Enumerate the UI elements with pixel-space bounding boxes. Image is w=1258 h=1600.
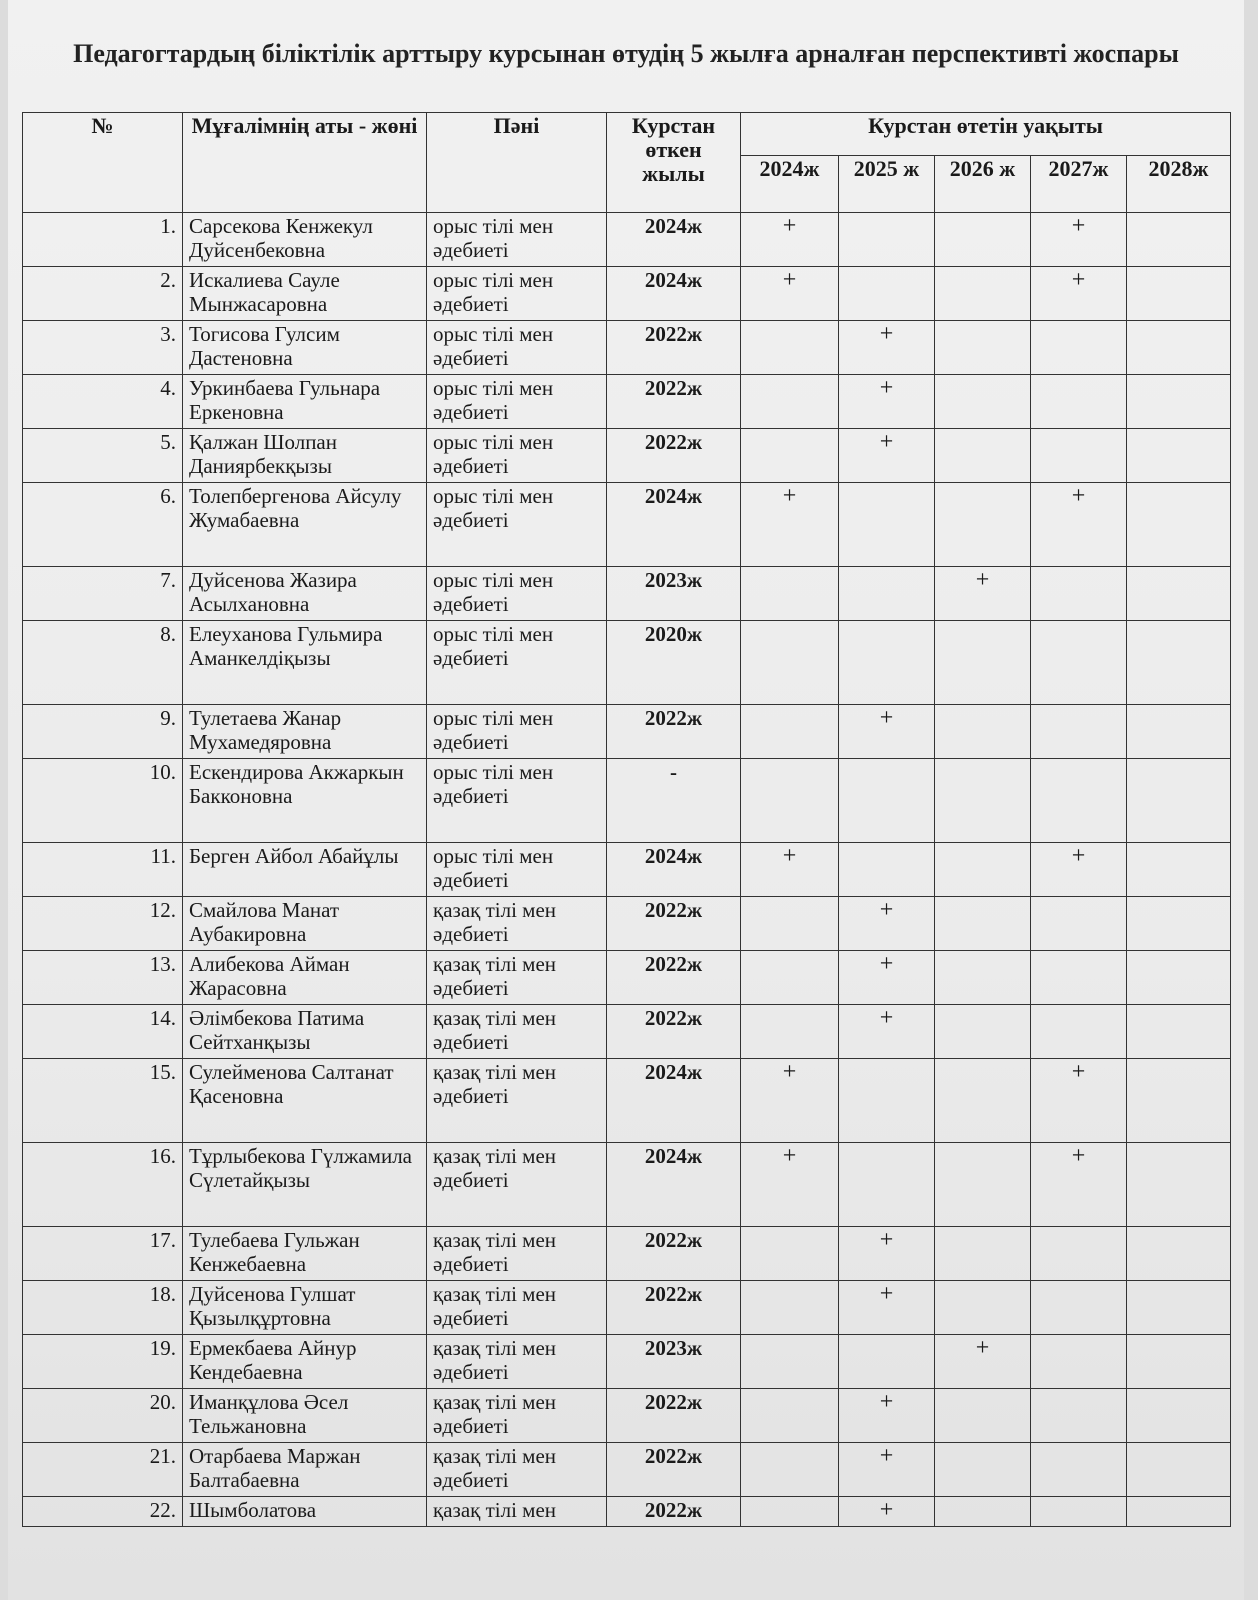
schedule-mark-cell	[935, 267, 1031, 321]
schedule-mark-cell: +	[839, 705, 935, 759]
schedule-mark-cell	[935, 621, 1031, 705]
subject-cell: орыс тілі мен әдебиеті	[427, 705, 607, 759]
schedule-mark-cell	[1031, 705, 1127, 759]
schedule-mark-cell	[1127, 1497, 1231, 1527]
schedule-mark-cell: +	[839, 321, 935, 375]
table-row	[23, 321, 1231, 375]
schedule-mark-cell	[935, 1227, 1031, 1281]
schedule-mark-cell: +	[1031, 1059, 1127, 1143]
row-number: 3.	[23, 321, 183, 375]
schedule-mark-cell	[839, 267, 935, 321]
table-row	[23, 1059, 1231, 1143]
schedule-mark-cell	[741, 1443, 839, 1497]
row-number: 2.	[23, 267, 183, 321]
teacher-name: Отарбаева Маржан Балтабаевна	[183, 1443, 427, 1497]
subject-cell: қазақ тілі мен әдебиеті	[427, 897, 607, 951]
header-year-2028: 2028ж	[1127, 156, 1231, 213]
schedule-mark-cell	[741, 621, 839, 705]
schedule-mark-cell	[1031, 321, 1127, 375]
completed-year-cell: 2022ж	[607, 1443, 741, 1497]
schedule-mark-cell	[1127, 897, 1231, 951]
table-row	[23, 621, 1231, 705]
completed-year-cell: 2022ж	[607, 1281, 741, 1335]
schedule-mark-cell: +	[839, 1005, 935, 1059]
schedule-mark-cell: +	[839, 1281, 935, 1335]
table-row	[23, 567, 1231, 621]
teacher-name: Дуйсенова Гулшат Қызылқұртовна	[183, 1281, 427, 1335]
header-year-2024: 2024ж	[741, 156, 839, 213]
teacher-name: Сарсекова Кенжекул Дуйсенбековна	[183, 213, 427, 267]
table-row	[23, 897, 1231, 951]
schedule-mark-cell	[1127, 321, 1231, 375]
table-row	[23, 951, 1231, 1005]
schedule-mark-cell: +	[1031, 213, 1127, 267]
teacher-name: Берген Айбол Абайұлы	[183, 843, 427, 897]
schedule-mark-cell	[1031, 897, 1127, 951]
schedule-mark-cell	[741, 429, 839, 483]
schedule-mark-cell	[839, 483, 935, 567]
schedule-mark-cell	[741, 759, 839, 843]
schedule-mark-cell	[741, 951, 839, 1005]
schedule-mark-cell: +	[935, 1335, 1031, 1389]
schedule-mark-cell: +	[741, 483, 839, 567]
subject-cell: орыс тілі мен әдебиеті	[427, 621, 607, 705]
completed-year-cell: 2020ж	[607, 621, 741, 705]
schedule-mark-cell: +	[1031, 843, 1127, 897]
schedule-mark-cell	[935, 1389, 1031, 1443]
schedule-mark-cell	[839, 1059, 935, 1143]
subject-cell: қазақ тілі мен әдебиеті	[427, 1227, 607, 1281]
schedule-mark-cell: +	[741, 267, 839, 321]
completed-year-cell: 2022ж	[607, 429, 741, 483]
table-row	[23, 267, 1231, 321]
completed-year-cell: 2022ж	[607, 375, 741, 429]
row-number: 13.	[23, 951, 183, 1005]
schedule-mark-cell	[741, 321, 839, 375]
schedule-mark-cell	[935, 759, 1031, 843]
schedule-mark-cell	[1127, 843, 1231, 897]
completed-year-cell: 2022ж	[607, 1005, 741, 1059]
schedule-mark-cell: +	[1031, 483, 1127, 567]
schedule-mark-cell	[741, 1497, 839, 1527]
table-row	[23, 429, 1231, 483]
teacher-name: Искалиева Сауле Мынжасаровна	[183, 267, 427, 321]
schedule-mark-cell	[1127, 267, 1231, 321]
schedule-mark-cell: +	[839, 897, 935, 951]
schedule-mark-cell	[935, 1143, 1031, 1227]
schedule-mark-cell	[1031, 1227, 1127, 1281]
schedule-mark-cell	[1127, 1143, 1231, 1227]
schedule-mark-cell	[1127, 1389, 1231, 1443]
row-number: 8.	[23, 621, 183, 705]
table-row	[23, 1335, 1231, 1389]
schedule-mark-cell	[935, 843, 1031, 897]
completed-year-cell: 2023ж	[607, 567, 741, 621]
schedule-mark-cell	[741, 375, 839, 429]
schedule-mark-cell	[1127, 213, 1231, 267]
table-row	[23, 843, 1231, 897]
completed-year-cell: 2022ж	[607, 897, 741, 951]
row-number: 11.	[23, 843, 183, 897]
schedule-mark-cell: +	[839, 1227, 935, 1281]
table-row	[23, 1281, 1231, 1335]
teacher-name: Шымболатова	[183, 1497, 427, 1527]
schedule-mark-cell	[1031, 1281, 1127, 1335]
schedule-mark-cell	[839, 843, 935, 897]
table-row	[23, 705, 1231, 759]
schedule-mark-cell	[839, 1143, 935, 1227]
schedule-mark-cell	[1031, 1443, 1127, 1497]
schedule-mark-cell	[935, 483, 1031, 567]
schedule-mark-cell	[1127, 759, 1231, 843]
schedule-mark-cell	[1127, 1005, 1231, 1059]
subject-cell: орыс тілі мен әдебиеті	[427, 213, 607, 267]
schedule-mark-cell: +	[741, 1143, 839, 1227]
schedule-mark-cell	[839, 1335, 935, 1389]
completed-year-cell: 2024ж	[607, 483, 741, 567]
teacher-name: Смайлова Манат Аубакировна	[183, 897, 427, 951]
schedule-mark-cell	[839, 621, 935, 705]
table-row	[23, 1389, 1231, 1443]
row-number: 5.	[23, 429, 183, 483]
subject-cell: орыс тілі мен әдебиеті	[427, 267, 607, 321]
schedule-mark-cell	[935, 1497, 1031, 1527]
schedule-mark-cell: +	[935, 567, 1031, 621]
schedule-mark-cell: +	[1031, 267, 1127, 321]
completed-year-cell: 2024ж	[607, 213, 741, 267]
schedule-mark-cell	[741, 1335, 839, 1389]
schedule-mark-cell	[935, 951, 1031, 1005]
training-plan-table	[22, 112, 1231, 1527]
subject-cell: орыс тілі мен әдебиеті	[427, 759, 607, 843]
schedule-mark-cell: +	[839, 1389, 935, 1443]
schedule-mark-cell	[1031, 1389, 1127, 1443]
table-row	[23, 759, 1231, 843]
subject-cell: орыс тілі мен әдебиеті	[427, 321, 607, 375]
schedule-mark-cell	[741, 705, 839, 759]
row-number: 18.	[23, 1281, 183, 1335]
subject-cell: қазақ тілі мен әдебиеті	[427, 1143, 607, 1227]
subject-cell: орыс тілі мен әдебиеті	[427, 429, 607, 483]
subject-cell: қазақ тілі мен әдебиеті	[427, 1389, 607, 1443]
teacher-name: Ермекбаева Айнур Кендебаевна	[183, 1335, 427, 1389]
schedule-mark-cell: +	[741, 843, 839, 897]
schedule-mark-cell	[935, 429, 1031, 483]
schedule-mark-cell	[1031, 759, 1127, 843]
table-row	[23, 483, 1231, 567]
completed-year-cell: 2024ж	[607, 267, 741, 321]
table-row	[23, 1443, 1231, 1497]
row-number: 19.	[23, 1335, 183, 1389]
row-number: 16.	[23, 1143, 183, 1227]
schedule-mark-cell	[1127, 621, 1231, 705]
schedule-mark-cell	[1031, 429, 1127, 483]
row-number: 15.	[23, 1059, 183, 1143]
schedule-mark-cell	[1127, 375, 1231, 429]
header-year-2025: 2025 ж	[839, 156, 935, 213]
schedule-mark-cell	[1127, 483, 1231, 567]
row-number: 7.	[23, 567, 183, 621]
header-num: №	[23, 113, 183, 213]
schedule-mark-cell	[1031, 1497, 1127, 1527]
table-row	[23, 1143, 1231, 1227]
header-completed-year: Курстан өткен жылы	[607, 113, 741, 213]
completed-year-cell: 2022ж	[607, 1497, 741, 1527]
row-number: 1.	[23, 213, 183, 267]
header-subject: Пәні	[427, 113, 607, 213]
teacher-name: Ескендирова Акжаркын Бакконовна	[183, 759, 427, 843]
row-number: 9.	[23, 705, 183, 759]
schedule-mark-cell	[1031, 1335, 1127, 1389]
subject-cell: қазақ тілі мен	[427, 1497, 607, 1527]
schedule-mark-cell	[935, 1443, 1031, 1497]
schedule-mark-cell	[935, 1059, 1031, 1143]
schedule-mark-cell	[741, 1227, 839, 1281]
subject-cell: қазақ тілі мен әдебиеті	[427, 1059, 607, 1143]
completed-year-cell: 2022ж	[607, 1389, 741, 1443]
row-number: 12.	[23, 897, 183, 951]
row-number: 20.	[23, 1389, 183, 1443]
subject-cell: қазақ тілі мен әдебиеті	[427, 1281, 607, 1335]
schedule-mark-cell	[935, 1005, 1031, 1059]
teacher-name: Уркинбаева Гульнара Еркеновна	[183, 375, 427, 429]
teacher-name: Алибекова Айман Жарасовна	[183, 951, 427, 1005]
completed-year-cell: 2022ж	[607, 705, 741, 759]
row-number: 14.	[23, 1005, 183, 1059]
subject-cell: орыс тілі мен әдебиеті	[427, 843, 607, 897]
teacher-name: Әлімбекова Патима Сейтханқызы	[183, 1005, 427, 1059]
completed-year-cell: 2022ж	[607, 1227, 741, 1281]
completed-year-cell: 2024ж	[607, 843, 741, 897]
table-row	[23, 213, 1231, 267]
schedule-mark-cell	[1127, 567, 1231, 621]
schedule-mark-cell	[935, 897, 1031, 951]
subject-cell: орыс тілі мен әдебиеті	[427, 375, 607, 429]
schedule-mark-cell: +	[839, 1443, 935, 1497]
schedule-mark-cell: +	[1031, 1143, 1127, 1227]
row-number: 21.	[23, 1443, 183, 1497]
schedule-mark-cell	[741, 1005, 839, 1059]
schedule-mark-cell	[935, 1281, 1031, 1335]
subject-cell: қазақ тілі мен әдебиеті	[427, 1443, 607, 1497]
teacher-name: Сулейменова Салтанат Қасеновна	[183, 1059, 427, 1143]
teacher-name: Елеуханова Гульмира Аманкелдіқызы	[183, 621, 427, 705]
subject-cell: қазақ тілі мен әдебиеті	[427, 1005, 607, 1059]
teacher-name: Дуйсенова Жазира Асылхановна	[183, 567, 427, 621]
subject-cell: орыс тілі мен әдебиеті	[427, 567, 607, 621]
schedule-mark-cell	[1031, 1005, 1127, 1059]
row-number: 10.	[23, 759, 183, 843]
table-row	[23, 1227, 1231, 1281]
schedule-mark-cell	[1031, 621, 1127, 705]
completed-year-cell: -	[607, 759, 741, 843]
schedule-mark-cell	[1127, 1443, 1231, 1497]
completed-year-cell: 2023ж	[607, 1335, 741, 1389]
row-number: 4.	[23, 375, 183, 429]
schedule-mark-cell	[1127, 1335, 1231, 1389]
schedule-mark-cell	[741, 1281, 839, 1335]
schedule-mark-cell	[1031, 567, 1127, 621]
table-body	[23, 213, 1231, 1527]
teacher-name: Иманқұлова Әсел Тельжановна	[183, 1389, 427, 1443]
schedule-mark-cell	[935, 213, 1031, 267]
document-page	[8, 0, 1244, 1600]
schedule-mark-cell: +	[839, 429, 935, 483]
row-number: 6.	[23, 483, 183, 567]
schedule-mark-cell	[1127, 1227, 1231, 1281]
header-year-2026: 2026 ж	[935, 156, 1031, 213]
schedule-mark-cell	[839, 213, 935, 267]
subject-cell: қазақ тілі мен әдебиеті	[427, 1335, 607, 1389]
schedule-mark-cell	[1127, 705, 1231, 759]
schedule-mark-cell	[935, 375, 1031, 429]
row-number: 17.	[23, 1227, 183, 1281]
schedule-mark-cell	[935, 705, 1031, 759]
table-row	[23, 1005, 1231, 1059]
document-title: Педагогтардың біліктілік арттыру курсынан өтудің 5 жылға арналған перспективті жоспары	[73, 39, 1179, 68]
schedule-mark-cell: +	[839, 1497, 935, 1527]
completed-year-cell: 2024ж	[607, 1143, 741, 1227]
completed-year-cell: 2024ж	[607, 1059, 741, 1143]
header-year-2027: 2027ж	[1031, 156, 1127, 213]
table-row	[23, 1497, 1231, 1527]
schedule-mark-cell	[1127, 429, 1231, 483]
schedule-mark-cell	[935, 321, 1031, 375]
schedule-mark-cell	[741, 1389, 839, 1443]
teacher-name: Қалжан Шолпан Даниярбекқызы	[183, 429, 427, 483]
schedule-mark-cell	[839, 567, 935, 621]
schedule-mark-cell: +	[741, 1059, 839, 1143]
teacher-name: Тулебаева Гульжан Кенжебаевна	[183, 1227, 427, 1281]
schedule-mark-cell	[741, 897, 839, 951]
schedule-mark-cell	[741, 567, 839, 621]
schedule-mark-cell	[1031, 951, 1127, 1005]
completed-year-cell: 2022ж	[607, 951, 741, 1005]
schedule-mark-cell: +	[839, 951, 935, 1005]
teacher-name: Тулетаева Жанар Мухамедяровна	[183, 705, 427, 759]
schedule-mark-cell	[1127, 1281, 1231, 1335]
teacher-name: Тогисова Гулсим Дастеновна	[183, 321, 427, 375]
schedule-mark-cell: +	[741, 213, 839, 267]
schedule-mark-cell	[1127, 951, 1231, 1005]
subject-cell: қазақ тілі мен әдебиеті	[427, 951, 607, 1005]
header-schedule: Курстан өтетін уақыты	[741, 113, 1231, 156]
table-row	[23, 375, 1231, 429]
subject-cell: орыс тілі мен әдебиеті	[427, 483, 607, 567]
teacher-name: Толепбергенова Айсулу Жумабаевна	[183, 483, 427, 567]
teacher-name: Тұрлыбекова Гүлжамила Сүлетайқызы	[183, 1143, 427, 1227]
schedule-mark-cell	[839, 759, 935, 843]
schedule-mark-cell: +	[839, 375, 935, 429]
schedule-mark-cell	[1031, 375, 1127, 429]
completed-year-cell: 2022ж	[607, 321, 741, 375]
row-number: 22.	[23, 1497, 183, 1527]
header-name: Мұғалімнің аты - жөні	[183, 113, 427, 213]
schedule-mark-cell	[1127, 1059, 1231, 1143]
